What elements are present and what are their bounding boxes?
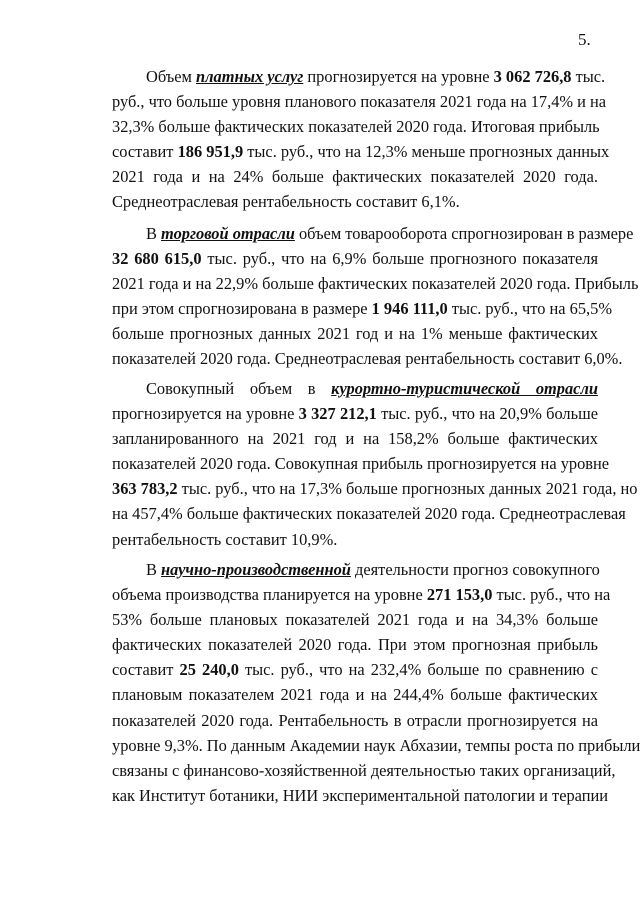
text-line: 2021 года и на 22,9% больше фактических показателей 2020 года. Прибыль (112, 274, 639, 294)
text-span: тыс. руб., что на 232,4% больше по сравнению с (238, 660, 598, 680)
text-span: В (146, 224, 162, 243)
text-span: Объем (146, 67, 196, 86)
value-highlight: 363 783,2 (112, 479, 178, 499)
text-line (112, 401, 598, 426)
text-line: запланированного на 2021 год и на 158,2% больше фактических (112, 429, 598, 449)
text-span: прогнозируется на уровне (112, 404, 299, 424)
text-span: тыс. руб., что на 6,9% больше прогнозного показателя (201, 249, 598, 269)
text-span: составит (112, 142, 178, 162)
value-highlight: 3 327 212,1 (298, 404, 377, 424)
value-highlight: 186 951,9 (177, 142, 244, 162)
page-number: 5. (578, 30, 591, 49)
text-line: рентабельность составит 10,9%. (112, 529, 338, 549)
value-highlight: 3 062 726,8 (493, 67, 572, 86)
text-line: 32,3% больше фактических показателей 2020 года. Итоговая прибыль (112, 117, 600, 137)
value-highlight: 25 240,0 (179, 660, 239, 680)
text-line: связаны с финансово-хозяйственной деятельностью таких организаций, (112, 760, 616, 780)
text-line: показателей 2020 года. Рентабельность в отрасли прогнозируется на (112, 710, 598, 730)
text-span: тыс. руб., что на 17,3% больше прогнозных данных 2021 года, но (177, 479, 638, 499)
text-line: показателей 2020 года. Совокупная прибыль прогнозируется на уровне (112, 454, 610, 474)
text-span: Совокупный объем в (146, 379, 332, 398)
text-span: тыс. руб., что на 20,9% больше (376, 404, 598, 424)
value-highlight: 32 680 615,0 (112, 249, 202, 269)
text-line: как Институт ботаники, НИИ экспериментальной патологии и терапии (112, 785, 609, 805)
text-span: прогнозируется на уровне (303, 67, 494, 86)
section-term: курортно-туристической отрасли (331, 379, 598, 398)
text-span: тыс. руб., что на (492, 585, 611, 605)
text-line (112, 376, 598, 401)
text-line: 53% больше плановых показателей 2021 года и на 34,3% больше (112, 610, 598, 630)
text-span: тыс. руб., что на 65,5% (447, 299, 612, 319)
text-span: тыс. руб., что на 12,3% меньше прогнозных данных (243, 142, 610, 162)
text-line: плановым показателем 2021 года и на 244,4% больше фактических (112, 685, 598, 705)
text-span: объем товарооборота спрогнозирован в размере (294, 224, 634, 243)
text-line: фактических показателей 2020 года. При этом прогнозная прибыль (112, 635, 598, 655)
text-line (112, 476, 638, 501)
text-line (112, 657, 598, 682)
text-line (112, 557, 598, 582)
value-highlight: 271 153,0 (426, 585, 493, 605)
text-line (112, 64, 606, 89)
text-line: на 457,4% больше фактических показателей 2020 года. Среднеотраслевая (112, 504, 626, 524)
text-line: показателей 2020 года. Среднеотраслевая рентабельность составит 6,0%. (112, 349, 623, 369)
section-term: торговой отрасли (161, 224, 295, 243)
text-line: уровне 9,3%. По данным Академии наук Абхазии, темпы роста по прибыли (112, 735, 640, 755)
section-term: научно-производственной (161, 560, 351, 579)
text-span: при этом спрогнозирована в размере (112, 299, 372, 319)
section-term: платных услуг (196, 67, 304, 86)
paragraph-tourism (112, 376, 638, 552)
text-line (112, 139, 610, 164)
paragraph-science (112, 557, 640, 808)
text-line: 2021 года и на 24% больше фактических показателей 2020 года. (112, 167, 598, 187)
paragraph-paid-services (112, 64, 610, 215)
text-line (112, 221, 634, 246)
text-line (112, 296, 612, 321)
text-line: руб., что больше уровня планового показателя 2021 года на 17,4% и на (112, 92, 607, 112)
text-line (112, 582, 611, 607)
value-highlight: 1 946 111,0 (371, 299, 448, 319)
text-span: В (146, 560, 162, 579)
paragraph-trade (112, 221, 639, 372)
text-span: составит (112, 660, 180, 680)
text-line: Среднеотраслевая рентабельность составит 6,1%. (112, 192, 460, 212)
text-line: больше прогнозных данных 2021 год и на 1% меньше фактических (112, 324, 598, 344)
text-span: объема производства планируется на уровне (112, 585, 427, 605)
text-span: деятельности прогноз совокупного (350, 560, 600, 579)
text-line (112, 246, 598, 271)
text-span: тыс. (571, 67, 606, 86)
